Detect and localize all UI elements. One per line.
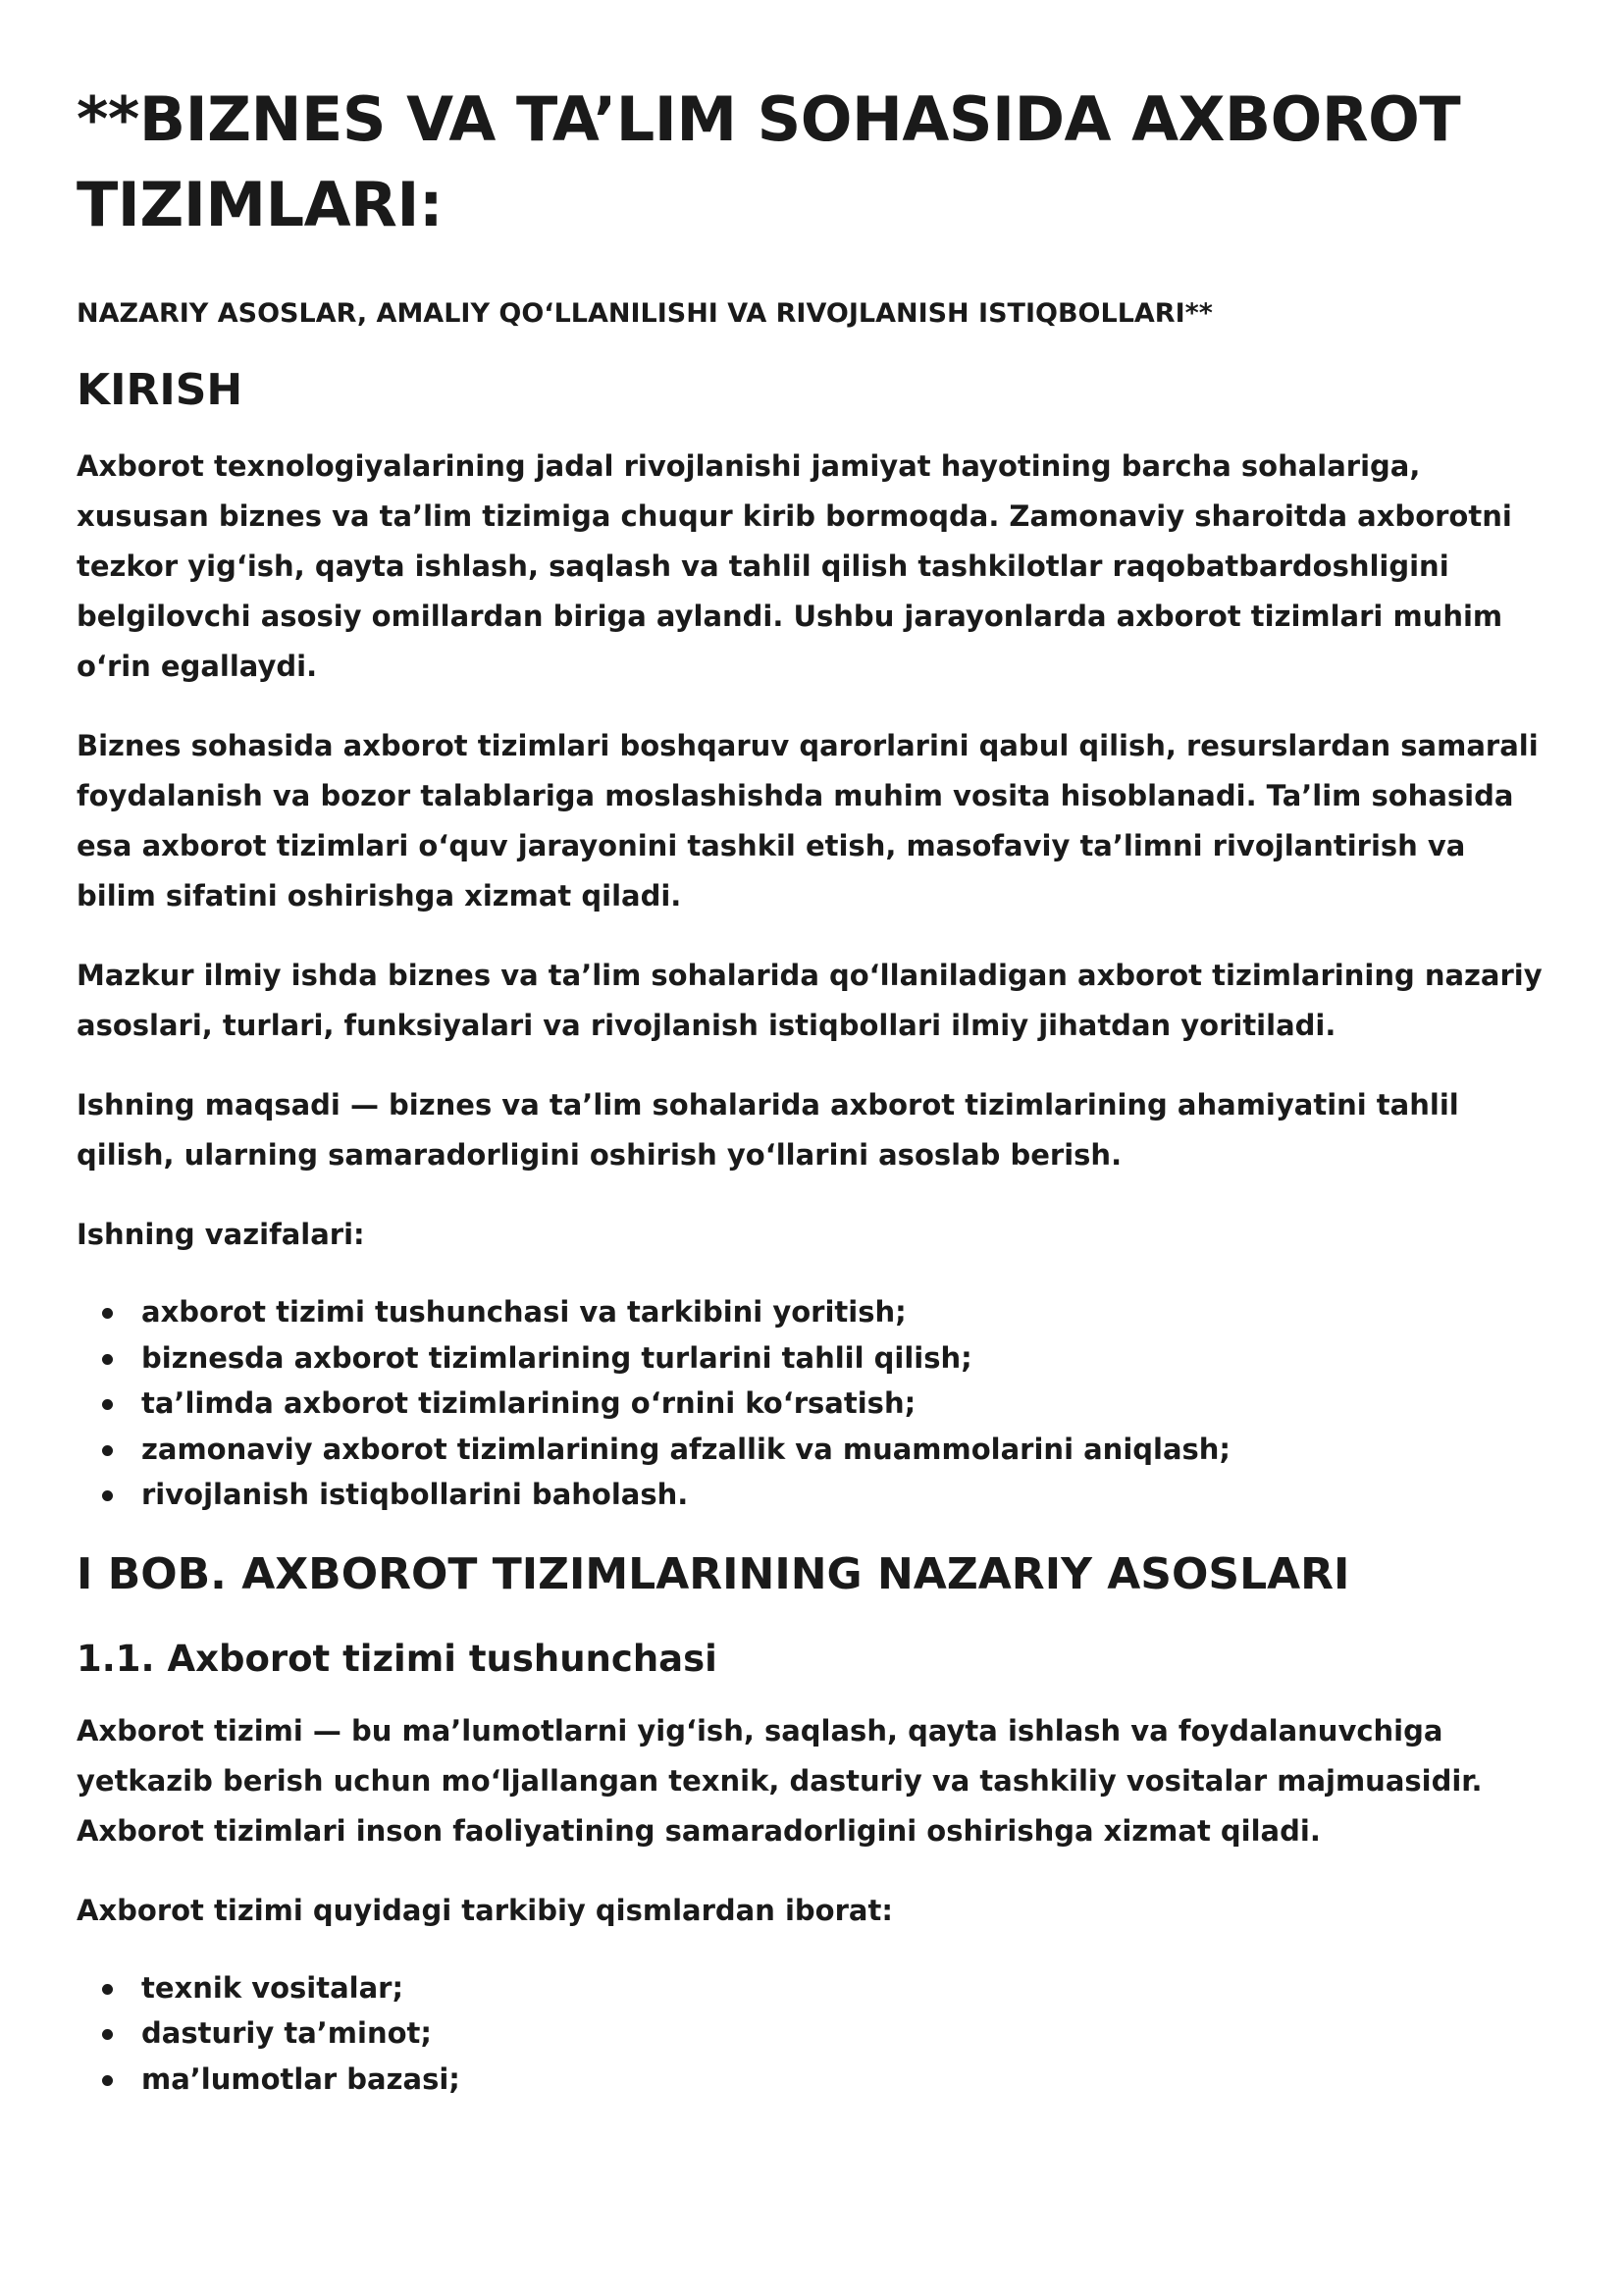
list-item (77, 2010, 1548, 2057)
bullet-icon (102, 1445, 113, 1456)
document-title: **BIZNES VA TA’LIM SOHASIDA AXBOROT TIZIMLARI: (77, 83, 1461, 240)
list-item-text: ma’lumotlar bazasi; (141, 2061, 460, 2096)
list-item-text: texnik vositalar; (141, 1970, 404, 2005)
intro-paragraph: Axborot texnologiyalarining jadal rivojlanishi jamiyat hayotining barcha sohalariga, xususan biznes va ta’lim tizimiga chuqur kirib bormoqda. Zamonaviy sharoitda axborotni tezkor yig‘ish, qayta ishlash, saqlash va tahlil qilish tashkilotlar raqobatbardoshligini belgilovchi asosiy omillardan biriga aylandi. Ushbu jarayonlarda axborot tizimlari muhim o‘rin egallaydi. (77, 449, 1512, 683)
intro-paragraph: Biznes sohasida axborot tizimlari boshqaruv qarorlarini qabul qilish, resurslardan samarali foydalanish va bozor talablariga moslashishda muhim vosita hisoblanadi. Ta’lim sohasida esa axborot tizimlari o‘quv jarayonini tashkil etish, masofaviy ta’limni rivojlantirish va bilim sifatini oshirishga xizmat qiladi. (77, 729, 1539, 913)
section-paragraph: Axborot tizimi — bu ma’lumotlarni yig‘ish, saqlash, qayta ishlash va foydalanuvchiga yetkazib berish uchun mo‘ljallangan texnik, dasturiy va tashkiliy vositalar majmuasidir. Axborot tizimlari inson faoliyatining samaradorligini oshirishga xizmat qiladi. (77, 1713, 1483, 1848)
goal-paragraph: Ishning maqsadi — biznes va ta’lim sohalarida axborot tizimlarining ahamiyatini tahlil qilish, ularning samaradorligini oshirish yo‘llarini asoslab berish. (77, 1088, 1459, 1172)
list-item-text: axborot tizimi tushunchasi va tarkibini yoritish; (141, 1295, 907, 1329)
tasks-label: Ishning vazifalari: (77, 1218, 365, 1251)
list-item (77, 1965, 1548, 2011)
list-item (77, 1335, 1548, 1382)
list-item (77, 1289, 1548, 1335)
bullet-icon (102, 1984, 113, 1995)
intro-paragraph: Mazkur ilmiy ishda biznes va ta’lim sohalarida qo‘llaniladigan axborot tizimlarining nazariy asoslari, turlari, funksiyalari va rivojlanish istiqbollari ilmiy jihatdan yoritiladi. (77, 959, 1543, 1042)
list-item (77, 1381, 1548, 1427)
section-heading: 1.1. Axborot tizimi tushunchasi (77, 1637, 717, 1680)
document-subtitle: NAZARIY ASOSLAR, AMALIY QO‘LLANILISHI VA RIVOJLANISH ISTIQBOLLARI** (77, 298, 1213, 329)
list-item-text: dasturiy ta’minot; (141, 2016, 432, 2050)
list-item (77, 1472, 1548, 1518)
bullet-icon (102, 2075, 113, 2086)
list-item (77, 2057, 1548, 2103)
chapter-heading: I BOB. AXBOROT TIZIMLARINING NAZARIY ASOSLARI (77, 1548, 1350, 1599)
bullet-icon (102, 2029, 113, 2040)
bullet-icon (102, 1354, 113, 1365)
tasks-list (77, 1289, 1548, 1518)
bullet-icon (102, 1399, 113, 1410)
components-label: Axborot tizimi quyidagi tarkibiy qismlardan iborat: (77, 1893, 893, 1927)
list-item-text: rivojlanish istiqbollarini baholash. (141, 1478, 689, 1511)
components-list (77, 1965, 1548, 2103)
bullet-icon (102, 1490, 113, 1501)
document-page (77, 77, 1548, 2102)
list-item (77, 1427, 1548, 1473)
list-item-text: ta’limda axborot tizimlarining o‘rnini ko‘rsatish; (141, 1386, 917, 1420)
list-item-text: biznesda axborot tizimlarining turlarini tahlil qilish; (141, 1340, 972, 1375)
intro-heading: KIRISH (77, 365, 243, 415)
bullet-icon (102, 1308, 113, 1319)
list-item-text: zamonaviy axborot tizimlarining afzallik va muammolarini aniqlash; (141, 1432, 1231, 1466)
